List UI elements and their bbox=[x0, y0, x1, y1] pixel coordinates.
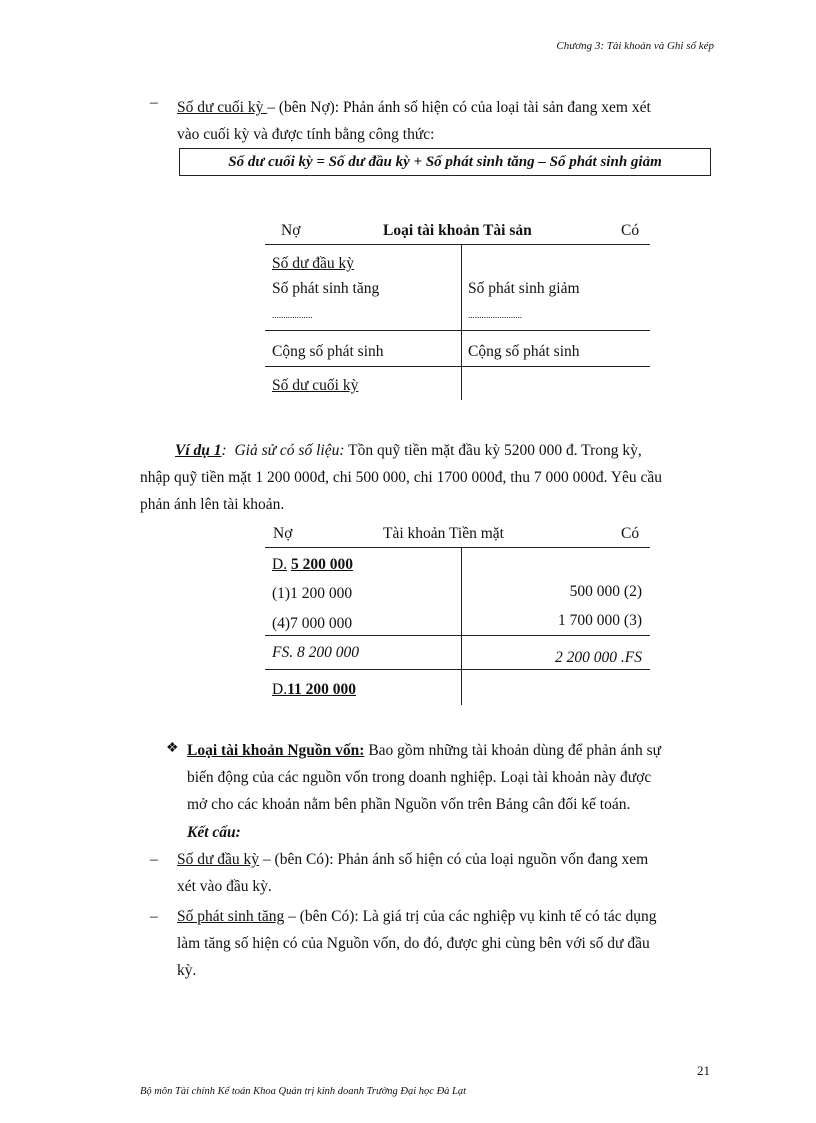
chapter-header: Chương 3: Tài khoản và Ghi sổ kép bbox=[556, 40, 714, 52]
t2-debit-4: (4)7 000 000 bbox=[272, 615, 353, 632]
section-line-1 bbox=[187, 737, 713, 764]
diamond-bullet-icon: ❖ bbox=[166, 741, 179, 756]
t2-closing bbox=[272, 681, 356, 699]
t1-center-rule bbox=[461, 245, 462, 400]
intro-text-1: – (bên Nợ): Phản ánh số hiện có của loại tài sản đang xem xét bbox=[267, 99, 651, 116]
t2-credit-label: Có bbox=[621, 525, 640, 542]
item2-line-3: kỳ. bbox=[177, 962, 197, 979]
item2-line-1 bbox=[177, 903, 713, 930]
example-line-1 bbox=[140, 437, 713, 464]
intro-line-2: vào cuối kỳ và được tính bằng công thức: bbox=[177, 126, 435, 143]
item2-term: Số phát sinh tăng bbox=[177, 908, 285, 925]
t1-closing: Số dư cuối kỳ bbox=[272, 377, 359, 394]
section-line-2: biến động của các nguồn vốn trong doanh nghiệp. Loại tài khoản này được bbox=[187, 769, 652, 786]
example-colon: : bbox=[221, 442, 227, 459]
formula-box: Số dư cuối kỳ = Số dư đầu kỳ + Số phát sinh tăng – Số phát sinh giảm bbox=[179, 148, 711, 176]
section-title: Loại tài khoản Nguồn vốn: bbox=[187, 742, 365, 759]
item1-term: Số dư đầu kỳ bbox=[177, 851, 260, 868]
t1-title: Loại tài khoản Tài sản bbox=[383, 222, 532, 239]
t2-opening bbox=[272, 556, 353, 574]
intro-dash: – bbox=[150, 94, 158, 111]
t1-bottom-rule bbox=[265, 366, 650, 367]
item1-text-1: – (bên Có): Phản ánh số hiện có của loại nguồn vốn đang xem bbox=[262, 851, 649, 868]
t1-top-rule bbox=[265, 244, 650, 245]
t2-credit-3: 1 700 000 (3) bbox=[558, 612, 642, 629]
t1-debit-label: Nợ bbox=[281, 222, 301, 239]
item2-text-1: – (bên Có): Là giá trị của các nghiệp vụ kinh tế có tác dụng bbox=[288, 908, 657, 925]
t2-closing-prefix: D. bbox=[272, 681, 288, 698]
page-number: 21 bbox=[697, 1063, 710, 1078]
t2-fs-left: FS. 8 200 000 bbox=[272, 644, 359, 661]
t2-bottom-rule bbox=[265, 669, 650, 670]
t1-credit-label: Có bbox=[621, 222, 640, 239]
t1-total-right: Cộng số phát sinh bbox=[468, 343, 580, 360]
t1-mid-rule bbox=[265, 330, 650, 331]
item1-dash: – bbox=[150, 851, 158, 868]
t2-opening-prefix: D. bbox=[272, 556, 288, 573]
section-line-3: mở cho các khoản nằm bên phần Nguồn vốn trên Bảng cân đối kế toán. bbox=[187, 796, 631, 813]
example-text-1: Tồn quỹ tiền mặt đầu kỳ 5200 000 đ. Trong kỳ, bbox=[348, 442, 642, 459]
intro-term: Số dư cuối kỳ bbox=[177, 99, 268, 116]
page-footer: Bộ môn Tài chính Kế toán Khoa Quản trị kinh doanh Trường Đại học Đà Lạt bbox=[140, 1086, 467, 1097]
t2-top-rule bbox=[265, 547, 650, 548]
t2-closing-value: 11 200 000 bbox=[287, 681, 356, 698]
t2-credit-2: 500 000 (2) bbox=[569, 583, 642, 600]
section-text-1: Bao gồm những tài khoản dùng để phản ánh sự bbox=[368, 742, 662, 759]
t2-fs-right: 2 200 000 .FS bbox=[555, 649, 642, 666]
t1-dots-right: ........................ bbox=[468, 310, 522, 320]
t2-title: Tài khoản Tiền mặt bbox=[383, 525, 504, 542]
example-line-3: phản ánh lên tài khoản. bbox=[140, 496, 285, 513]
item1-line-2: xét vào đầu kỳ. bbox=[177, 878, 272, 895]
t2-center-rule bbox=[461, 548, 462, 705]
t1-total-left: Cộng số phát sinh bbox=[272, 343, 384, 360]
t2-opening-value: 5 200 000 bbox=[290, 556, 353, 573]
t1-increase: Số phát sinh tăng bbox=[272, 280, 380, 297]
t2-mid-rule bbox=[265, 635, 650, 636]
t1-dots-left: .................. bbox=[272, 310, 313, 320]
t1-decrease: Số phát sinh giảm bbox=[468, 280, 580, 297]
t2-debit-1: (1)1 200 000 bbox=[272, 585, 353, 602]
structure-heading: Kết cấu: bbox=[187, 824, 241, 841]
intro-line-1 bbox=[177, 94, 713, 121]
asset-t-account bbox=[265, 222, 650, 402]
example-label: Ví dụ 1 bbox=[175, 442, 222, 459]
example-line-2: nhập quỹ tiền mặt 1 200 000đ, chi 500 000, chi 1700 000đ, thu 7 000 000đ. Yêu cầu bbox=[140, 469, 663, 486]
cash-t-account bbox=[265, 525, 650, 705]
example-lead: Giả sử có số liệu: bbox=[234, 442, 345, 459]
t2-debit-label: Nợ bbox=[273, 525, 293, 542]
item1-line-1 bbox=[177, 846, 713, 873]
t1-opening: Số dư đầu kỳ bbox=[272, 255, 355, 272]
item2-dash: – bbox=[150, 908, 158, 925]
item2-line-2: làm tăng số hiện có của Nguồn vốn, do đó, được ghi cùng bên với số dư đầu bbox=[177, 935, 650, 952]
